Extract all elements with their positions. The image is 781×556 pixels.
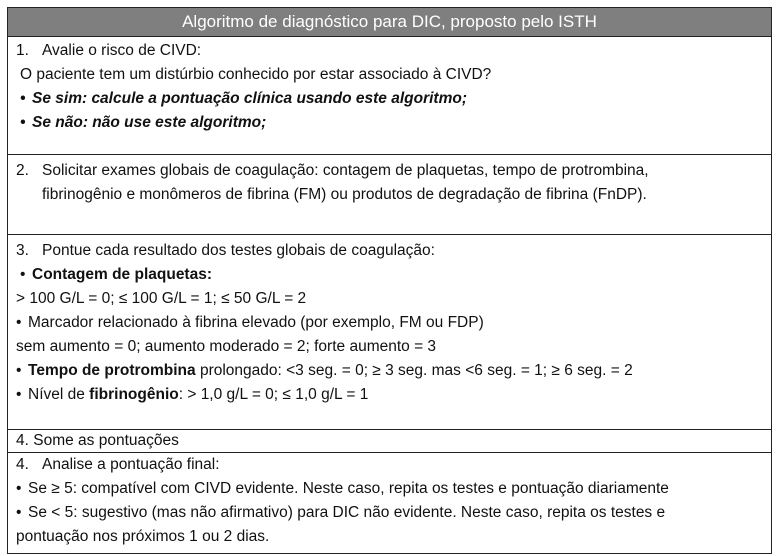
bullet-icon: • [20,266,26,283]
bullet-icon: • [20,90,26,107]
no-instruction: • Se não: não use este algoritmo; [16,111,763,135]
section-final-analysis [8,453,771,553]
section-order-tests [8,155,771,235]
fibrin-scores: sem aumento = 0; aumento moderado = 2; forte aumento = 3 [16,338,437,355]
order-line-2: fibrinogênio e monômeros de fibrina (FM) ou produtos de degradação de fibrina (FnDP). [42,186,647,203]
section-sum-scores [8,430,771,453]
bullet-icon: • [16,314,22,331]
bullet-icon: • [16,386,22,403]
platelets-label: • Contagem de plaquetas: [16,263,763,287]
step-number: 3. [16,242,29,259]
bullet-icon: • [16,504,22,521]
sum-scores-text: 4. Some as pontuações [16,432,179,449]
bullet-icon: • [16,362,22,379]
step-heading: Avalie o risco de CIVD: [42,42,202,59]
order-line-1: Solicitar exames globais de coagulação: contagem de plaquetas, tempo de protrombina, [42,162,649,179]
step-number: 4. [16,456,29,473]
section-risk-assessment [8,37,771,155]
score-lt5-cont: pontuação nos próximos 1 ou 2 dias. [16,528,270,545]
fibrinogen-level: • Nível de fibrinogênio: > 1,0 g/L = 0; ≤ 1,0 g/L = 1 [16,383,763,407]
risk-question: O paciente tem um distúrbio conhecido por estar associado à CIVD? [20,66,492,83]
step-number: 2. [16,162,29,179]
platelets-scores: > 100 G/L = 0; ≤ 100 G/L = 1; ≤ 50 G/L = 2 [16,290,307,307]
fibrin-marker: • Marcador relacionado à fibrina elevado (por exemplo, FM ou FDP) [16,311,763,335]
bullet-icon: • [16,480,22,497]
analysis-heading: Analise a pontuação final: [42,456,220,473]
bullet-icon: • [20,114,26,131]
section-scoring [8,235,771,430]
score-lt5: • Se < 5: sugestivo (mas não afirmativo) para DIC não evidente. Neste caso, repita os testes e [16,501,763,525]
step-number: 1. [16,42,29,59]
prothrombin-time: • Tempo de protrombina prolongado: <3 seg. = 0; ≥ 3 seg. mas <6 seg. = 1; ≥ 6 seg. = 2 [16,359,763,383]
score-ge5: • Se ≥ 5: compatível com CIVD evidente. Neste caso, repita os testes e pontuação diariamente [16,477,763,501]
table-title: Algoritmo de diagnóstico para DIC, proposto pelo ISTH [8,8,771,37]
dic-algorithm-table [7,7,772,554]
yes-instruction: • Se sim: calcule a pontuação clínica usando este algoritmo; [16,87,763,111]
scoring-heading: Pontue cada resultado dos testes globais de coagulação: [42,242,435,259]
